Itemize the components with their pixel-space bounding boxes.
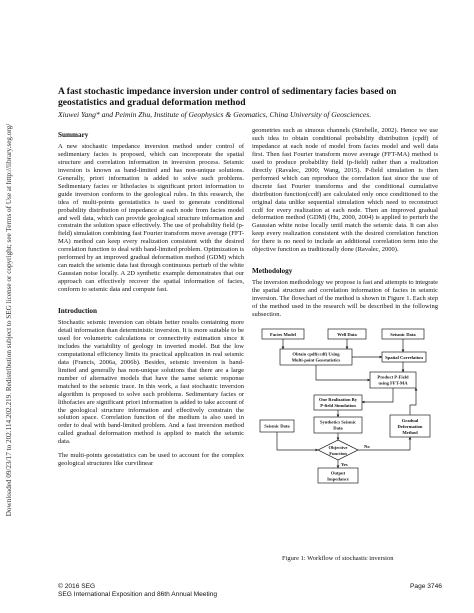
flow-label-output-1: Output	[330, 470, 346, 476]
footer-copyright: © 2016 SEG	[58, 583, 96, 590]
flow-label-synthetic-2: Data	[333, 425, 343, 431]
flow-label-synthetic-1: Synthetics Seismic	[319, 419, 357, 425]
page-number: Page 3746	[410, 583, 442, 590]
introduction-heading: Introduction	[58, 307, 98, 316]
paper-title: A fast stochastic impedance inversion under control of sedimentary facies based on geostatistics and gradual deformation method	[58, 86, 397, 108]
flow-label-well-data: Well Data	[337, 331, 357, 337]
flow-label-gdm-2: Deformation	[397, 423, 423, 429]
flow-label-obtain-cpdf-1: Obtain cpdf(ccdf) Using	[292, 351, 340, 357]
flow-label-obtain-cpdf-2: Multi-point Geostatistics	[291, 357, 341, 363]
flow-label-objective-2: Function	[329, 450, 347, 456]
flow-label-spatial-correlation: Spatial Correlation	[385, 354, 423, 360]
flow-label-seismic-data-left: Seismic Data	[264, 423, 290, 429]
flow-label-one-realization-2: P-field Simulation	[320, 402, 356, 408]
right-column	[252, 127, 438, 485]
flow-label-product-pfield-1: Product P-Field	[377, 374, 409, 380]
intro-continued-text: geometries such as sinuous channels (Strebelle, 2002). Hence we use such idea to obtain conditional probability distribution (cpdf) of impedance at each node of model from facies model and well data first. Then fast Fourier transform move average (FFT-MA) method is used to produce probability field (p-field) rather than a realization directly (Ravalec, 2000; Wang, 2015). P-field simulation is then performed which can reproduce the correlation fast since the use of discrete fast Fourier transforms and the conditional cumulative distribution function(ccdf) are calculated only once conditioned to the original data unlike sequential simulation which need to reconstruct ccdf for every realization at each node. Then an improved gradual deformation method (GDM) (Hu, 2000, 2004) is applied to perturb the Gaussian white noise locally until match the seismic data. It can also keep every realization consistent with the desired correlation function for there is no need to include an additional correlation term into the objective function as traditionally done (Ravalec, 2000).	[252, 127, 438, 254]
summary-heading: Summary	[58, 131, 89, 139]
workflow-flowchart	[252, 325, 438, 485]
methodology-text: The inversion methodology we propose is fast and attempts to integrate the spatial structure and correlation information of facies in seismic inversion. The flowchart of the method is shown in Figure 1. Each step of the method used in the research will be described in the following subsection.	[252, 279, 438, 319]
download-note: Downloaded 09/23/17 to 202.114.202.219. Redistribution subject to SEG license or copyright; see Terms of Use at http://library.seg.org/	[5, 123, 13, 517]
flow-label-yes: Yes	[341, 461, 348, 467]
flow-label-gdm-3: Method	[402, 429, 418, 435]
introduction-paragraph-1: Stochastic seismic inversion can obtain better results containing more detail information than deterministic inversion. It is more suitable to be used for volumetric calculations or connectivity estimation since it includes the variability of geology in inverted model. But the low computational efficiency limits its practical application in real seismic data (Francis, 2006a, 2006b). Besides, seismic inversion is band-limited and generally has non-unique solutions that there are a large number of alternative models that have the same seismic response matched to the seismic trace. In this work, a fast stochastic inversion algorithm is proposed to solve such problems. Sedimentary facies or lithofacies are significant priori information is added to take account of the geological structure information and effectively constrain the solution space. Correlation function of the medium is also used in order to deal with band-limited problem. And a fast inversion method called gradual deformation method is applied to match the seismic data.	[58, 319, 244, 446]
flow-label-objective-1: Objective	[328, 444, 348, 450]
flow-label-facies-model: Facies Model	[270, 331, 296, 337]
paper-authors: Xiuwei Yang* and Peimin Zhu, Institute of Geophysics & Geomatics, China University of Geosciences.	[58, 110, 372, 119]
methodology-heading: Methodology	[252, 267, 293, 276]
summary-text: A new stochastic impedance inversion method under control of sedimentary facies is proposed, which can incorporate the spatial structure and correlation information in inversion process. Seismic inversion is known as band-limited and has non-unique solutions. Generally, priori information is added to solve such problems. Sedimentary facies or lithofacies is significant priori information to guide inversion conform to the geological rules. In this research, the idea of multi-points geostatistics is used to generate conditional probability distribution of impedance at each node from facies model and well data, which can provide geological structure information and constrain the solution space effectively. The use of probability field (p-field) simulation combining fast Fourier transform move average (FFT-MA) method can keep every realization consistent with the desired correlation function to deal with band-limited problem. Optimization is performed by an improved gradual deformation method (GDM) which can match the seismic data fast through continuous perturb of the white Gaussian noise locally. A 2D synthetic example demonstrates that our approach can effectively recover the spatial information of facies, conform to seismic data and compute fast.	[58, 142, 244, 294]
workflow-figure	[252, 325, 438, 485]
left-column	[58, 132, 244, 474]
flow-label-no: No	[364, 443, 370, 449]
flow-label-one-realization-1: One Realization By	[318, 396, 358, 402]
figure-caption: Figure 1: Workflow of stochastic inversion	[282, 555, 394, 562]
flow-label-gdm-1: Gradual	[401, 417, 419, 423]
introduction-paragraph-2: The multi-points geostatistics can be used to account for the complex geological structures like curvilinear	[58, 452, 244, 468]
footer-meeting: SEG International Exposition and 86th Annual Meeting	[58, 591, 218, 599]
flow-label-seismic-data-top: Seismic Data	[390, 331, 416, 337]
flow-label-product-pfield-2: using FFT-MA	[378, 380, 408, 386]
footer	[58, 583, 217, 600]
flow-label-output-2: Impedance	[327, 476, 349, 482]
objective-function-diamond	[318, 440, 358, 460]
